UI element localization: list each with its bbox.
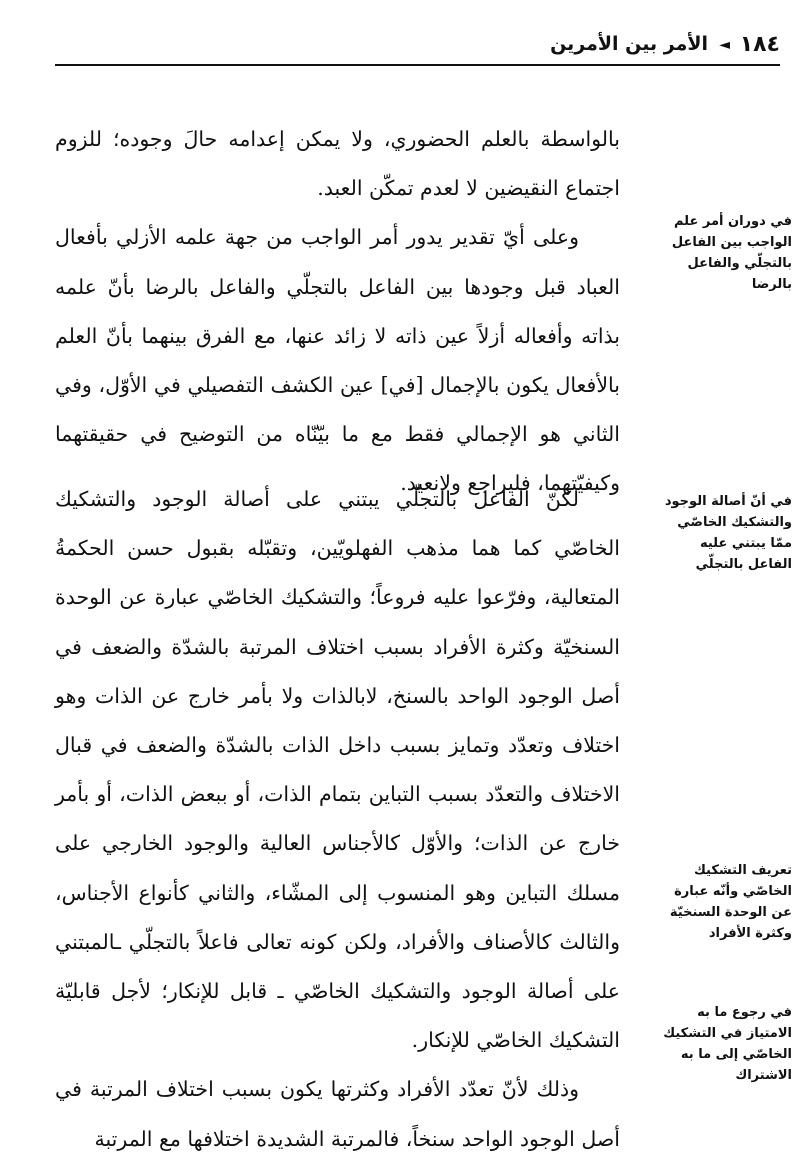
header-arrow-icon: ◄ [719,37,730,53]
header-rule [55,64,780,66]
margin-note-3: تعريف التشكيك الخاصّي وأنّه عبارة عن الوحدة السنخيّة وكثرة الأفراد [669,863,792,941]
page-number: ١٨٤ [739,32,780,57]
main-text-block-2 [55,475,620,1164]
paragraph-3: لكنّ الفاعل بالتجلّي يبتني على أصالة الوجود والتشكيك الخاصّي كما هما مذهب الفهلويّين، وتقبّله بقبول حسن الحكمةُ المتعالية، وفرّعوا عليه فروعاً؛ والتشكيك الخاصّي عبارة عن الوحدة السنخيّة وكثرة الأفراد بسبب اختلاف المرتبة بالشدّة والضعف في أصل الوجود الواحد بالسنخ، لابالذات ولا بأمر خارج عن الذات وهو اختلاف وتعدّد وتمايز بسبب داخل الذات بالشدّة والضعف في قبال الاختلاف والتعدّد بسبب التباين بتمام الذات، أو ببعض الذات، أو بأمر خارج عن الذات؛ والأوّل كالأجناس العالية والوجود الخارجي على مسلك التباين وهو المنسوب إلى المشّاء، والثاني كأنواع الأجناس، والثالث كالأصناف والأفراد، ولكن كونه تعالى فاعلاً بالتجلّي ـالمبتني على أصالة الوجود والتشكيك الخاصّي ـ قابل للإنكار؛ لأجل قابليّة التشكيك الخاصّي للإنكار. [55,487,620,1053]
paragraph-4: وذلك لأنّ تعدّد الأفراد وكثرتها يكون بسبب اختلاف المرتبة في أصل الوجود الواحد سنخاً، فالمرتبة الشديدة اختلافها مع المرتبة [55,1077,620,1151]
margin-note-1: في دوران أمر علم الواجب بين الفاعل بالتجلّي والفاعل بالرضا [671,214,792,292]
margin-note-2: في أنّ أصالة الوجود والتشكيك الخاصّي ممّا يبتني عليه الفاعل بالتجلّي [664,494,792,572]
running-title: الأمر بين الأمرين [550,33,708,55]
main-text-block-1 [55,115,620,509]
paragraph-2: وعلى أيّ تقدير يدور أمر الواجب من جهة علمه الأزلي بأفعال العباد قبل وجودها بين الفاعل بالتجلّي والفاعل بالرضا بأنّ علمه بذاته وأفعاله أزلاً عين ذاته لا زائد عنها، مع الفرق بينهما بأنّ العلم بالأفعال يكون بالإجمال [في] عين الكشف التفصيلي في الأوّل، وفي الثاني هو الإجمالي فقط مع ما بيّنّاه من التوضيح في حقيقتهما وكيفيّتهما، فليراجع ولانعيد. [55,225,620,496]
paragraph-1: بالواسطة بالعلم الحضوري، ولا يمكن إعدامه حالَ وجوده؛ للزوم اجتماع النقيضين لا لعدم تمكّن العبد. [55,127,620,201]
margin-note-4: في رجوع ما به الامتياز في التشكيك الخاصّي إلى ما به الاشتراك [663,1005,792,1083]
page-header [55,30,780,62]
